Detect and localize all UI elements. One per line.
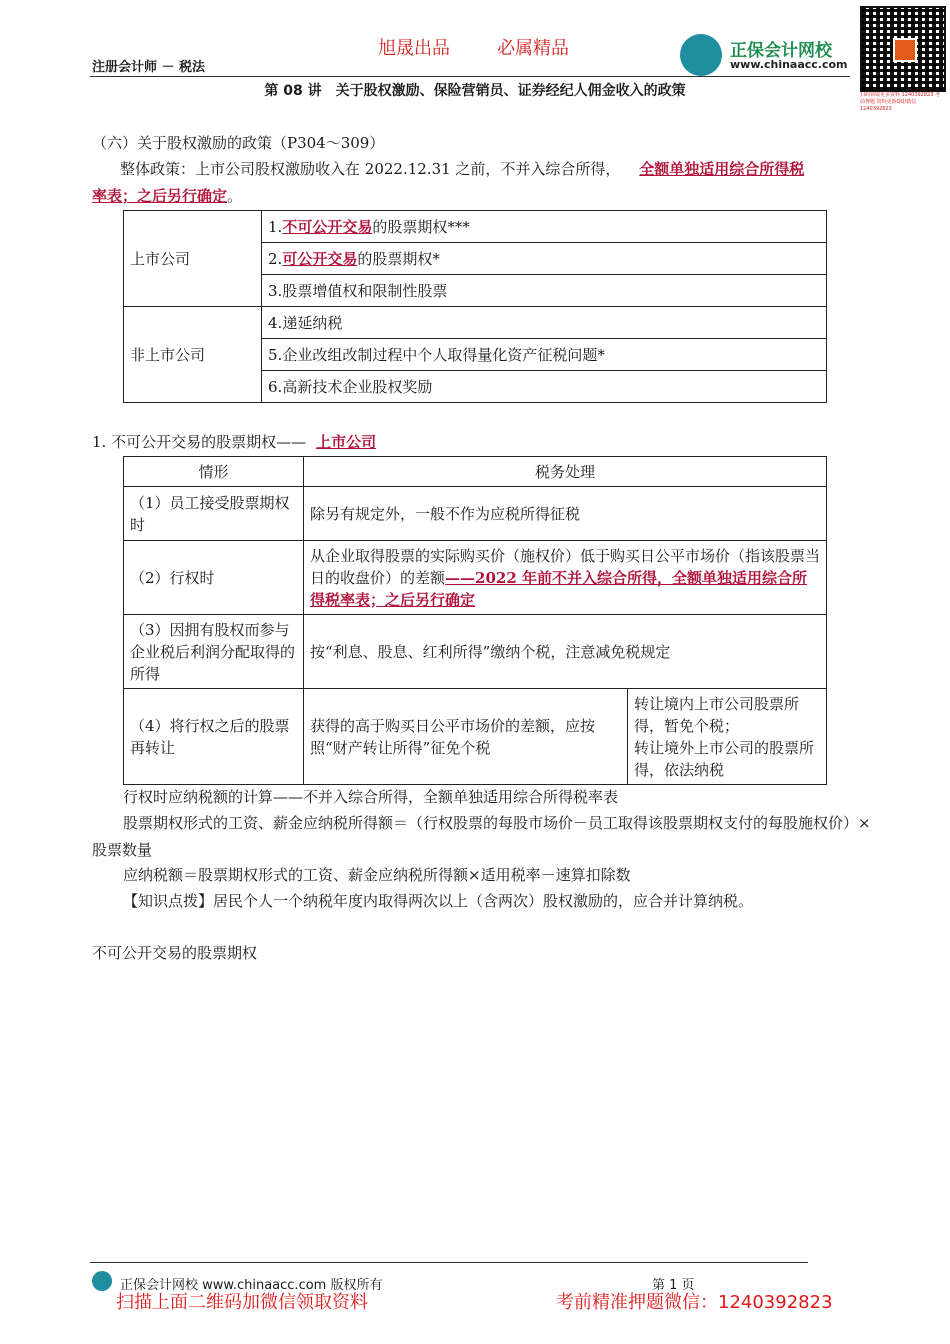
page-title: 第 08 讲 关于股权激励、保险营销员、证券经纪人佣金收入的政策 <box>264 83 686 99</box>
case-cell: （2）行权时 <box>124 541 304 615</box>
section-heading: （六）关于股权激励的政策（P304～309） <box>92 134 385 152</box>
course-label: 注册会计师 － 税法 <box>92 60 206 75</box>
brand-name: 正保会计网校 <box>730 41 832 61</box>
brand-url: www.chinaacc.com <box>730 58 848 71</box>
note-line-2: 股票期权形式的工资、薪金应纳税所得额＝（行权股票的每股市场价－员工取得该股票期权支付的每股施权价）×股票数量 <box>92 814 871 859</box>
overview-item: 1.不可公开交易的股票期权*** <box>262 211 827 243</box>
overview-item: 2.可公开交易的股票期权* <box>262 243 827 275</box>
group-label-unlisted: 非上市公司 <box>124 307 262 403</box>
overview-item: 4.递延纳税 <box>262 307 827 339</box>
policy-highlight-2: 率表；之后另行确定 <box>92 187 228 205</box>
policy-end: 。 <box>227 187 243 205</box>
promo-left: 扫描上面二维码加微信领取资料 <box>116 1292 368 1313</box>
case-cell: （1）员工接受股票期权时 <box>124 487 304 541</box>
treatment-cell: 除另有规定外，一般不作为应税所得征税 <box>304 487 827 541</box>
case-cell: （3）因拥有股权而参与企业税后利润分配取得的所得 <box>124 615 304 689</box>
qr-badge-icon <box>893 38 917 62</box>
slogan-left: 旭晟出品 <box>378 38 450 59</box>
page-number: 第 1 页 <box>652 1278 695 1293</box>
brand-logo-icon <box>680 34 722 76</box>
policy-text: 整体政策：上市公司股权激励收入在 2022.12.31 之前，不并入综合所得， <box>120 160 621 178</box>
promo-right: 考前精准押题微信：1240392823 <box>556 1292 833 1313</box>
slogan-right: 必属精品 <box>497 38 569 59</box>
treatment-cell: 按“利息、股息、红利所得”缴纳个税，注意减免税规定 <box>304 615 827 689</box>
treatment-cell: 获得的高于购买日公平市场价的差额，应按照“财产转让所得”征免个税 <box>304 689 628 785</box>
treatment-cell: 从企业取得股票的实际购买价（施权价）低于购买日公平市场价（指该股票当日的收盘价）的差额——2022 年前不并入综合所得，全额单独适用综合所得税率表；之后另行确定 <box>304 541 827 615</box>
col-header-case: 情形 <box>124 457 304 487</box>
policy-paragraph <box>92 156 872 210</box>
tax-table <box>123 456 827 785</box>
overview-table <box>123 210 827 403</box>
policy-highlight-1: 全额单独适用综合所得税 <box>639 160 805 178</box>
case-cell: （4）将行权之后的股票再转让 <box>124 689 304 785</box>
overview-item: 5.企业改组改制过程中个人取得量化资产征税问题* <box>262 339 827 371</box>
sub1-title: 1. 不可公开交易的股票期权—— 上市公司 <box>92 433 377 451</box>
overview-item: 3.股票增值权和限制性股票 <box>262 275 827 307</box>
col-header-treatment: 税务处理 <box>304 457 827 487</box>
footer-copyright: 正保会计网校 www.chinaacc.com 版权所有 <box>120 1278 383 1293</box>
overview-item: 6.高新技术企业股权奖励 <box>262 371 827 403</box>
note-line-3: 应纳税额＝股票期权形式的工资、薪金应纳税所得额×适用税率－速算扣除数 <box>123 866 631 884</box>
note-line-4: 【知识点拨】居民个人一个纳税年度内取得两次以上（含两次）股权激励的，应合并计算纳税。 <box>123 892 754 910</box>
group-label-listed: 上市公司 <box>124 211 262 307</box>
qr-note: 扫码领取更多资料 1240392823 考前押题 资料更新QQ/微信 1240392823 <box>860 92 940 112</box>
note-line-1: 行权时应纳税额的计算——不并入综合所得，全额单独适用综合所得税率表 <box>123 788 619 806</box>
footer-divider <box>90 1262 808 1263</box>
sub1-title-highlight: 上市公司 <box>316 433 377 451</box>
header-divider <box>90 76 850 77</box>
trailing-heading: 不可公开交易的股票期权 <box>92 944 258 962</box>
footer-logo-icon <box>92 1271 112 1291</box>
treatment-subcell: 转让境内上市公司股票所得，暂免个税； 转让境外上市公司的股票所得，依法纳税 <box>628 689 827 785</box>
